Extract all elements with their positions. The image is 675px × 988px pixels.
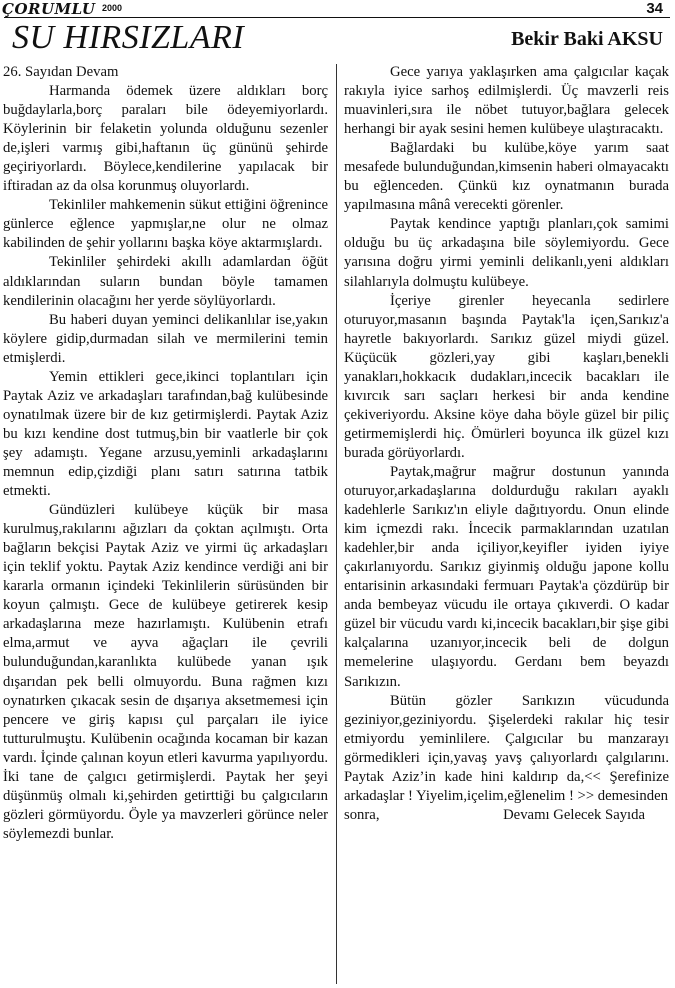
right-column	[344, 63, 669, 825]
article-author: Bekir Baki AKSU	[511, 28, 663, 50]
continued-next-issue: Devamı Gelecek Sayıda	[503, 806, 645, 823]
magazine-logo: ÇORUMLU	[2, 0, 96, 18]
paragraph: Tekinliler mahkemenin sükut ettiğini öğrenince günlerce eğlence yapmışlar,ne olur ne olmaz kabilinden de şehir yollarını başka köye aktarmışlardı.	[3, 197, 328, 252]
page-number: 34	[646, 0, 663, 17]
paragraph: Bağlardaki bu kulübe,köye yarım saat mesafede bulunduğundan,kimsenin haberi olmayacaktı bu eğlenceden. Çünkü kız oynatmanın burada yapılmasına mânâ verecekti görenler.	[344, 140, 669, 214]
paragraph: Gece yarıya yaklaşırken ama çalgıcılar kaçak rakıyla iyice sarhoş edilmişlerdi. Üç mavzerli reis muavinleri,sıra ile nöbet tutuyor,bağlara gelecek herhangi bir ayak sesini hemen kulübeye ulaştıracaktı.	[344, 64, 669, 138]
paragraph: Harmanda ödemek üzere aldıkları borç buğdaylarla,borç paraları bile ödeyemiyorlardı. Köylerinin bir felaketin yolunda olduğunu sezenler de,işleri varmış gibi,haftanın üç gününü şehirde geçiriyorlardı. Böylece,kendilerine yapılacak bir iftiradan az da olsa korunmuş oluyorlardı.	[3, 83, 328, 195]
page-header	[0, 0, 675, 20]
column-divider	[336, 64, 337, 984]
paragraph: Yemin ettikleri gece,ikinci toplantıları için Paytak Aziz ve arkadaşları tarafından,bağ kulübesinde oynatılmak üzere bir de kız getirmişlerdi. Paytak Aziz bu kızı kendine dost tutmuş,bin bir vaatlerle bir çok şey adamıştı. Yegane arzusu,yeminli arkadaşlarını memnun edip,çizdiği planı satırı satırına tatbik etmekti.	[3, 368, 328, 500]
continued-from-note: 26. Sayıdan Devam	[3, 64, 119, 80]
paragraph: Tekinliler şehirdeki akıllı adamlardan öğüt aldıklarından suların bundan böyle tamamen kendilerinin olacağını her yerde söylüyorlardı.	[3, 254, 328, 309]
article-title: SU HIRSIZLARI	[12, 19, 245, 56]
paragraph: İçeriye girenler heyecanla sedirlere oturuyor,masanın başında Paytak'la içen,Sarıkız'a hayretle bakıyorlardı. Sarıkız güzel miydi güzel. Küçücük gözleri,yay gibi kaşları,benekli yanakları,hokkacık dudakları,incecik bacakları ile kıvırcık sarı saçları herkesi bir anda kendine çekiveriyordu. Aksine köye daha böyle güzel bir piliç getirmemişlerdi hiç. Ömürleri boyunca ilk güzel kızı burada görüyorlardı.	[344, 292, 669, 461]
paragraph: Bu haberi duyan yeminci delikanlılar ise,yakın köylere gidip,durmadan silah ve mermilerini temin etmişlerdi.	[3, 311, 328, 366]
paragraph: Gündüzleri kulübeye küçük bir masa kurulmuş,rakılarını ağızları da çoktan açılmıştı. Orta bağların bekçisi Paytak Aziz ve yirmi üç arkadaşları için teklif yoktu. Paytak Aziz kendince verdiği ani bir kararla ormanın içindeki Tekinlilerin sürüsünden bir koyun çalmıştı. Gece de kulübeye getirerek kesip arkadaşlarına meze hazırlamıştı. Kulübenin etrafı elma,armut ve ayva ağaçları ile çevrili bulunduğundan,karanlıkta kulübede yanan ışık dışarıdan pek belli olmuyordu. Buna rağmen kızı oynatırken çıkacak sesin de dışarıya aksetmemesi için pencere ve giriş kapısı çul parçaları ile iyice tutturulmuştu. Kulübenin ocağında kocaman bir kazan vardı. İçinde çalınan koyun etleri kavurma yapılıyordu. İki tane de çalgıcı getirmişlerdi. Paytak her şeyi düşünmüş olmalı ki,şehirden getirttiği bu çalgıcıların gözleri görmüyordu. Öyle ya mavzerleri görünce neler söylemezdi bunlar.	[3, 502, 328, 842]
paragraph: Bütün gözler Sarıkızın vücudunda geziniyor,geziniyordu. Şişelerdeki rakılar hiç tesir etmiyordu yeminlilere. Çalgıcılar bu manzarayı görmedikleri için,yavaş yavş çalıyorlardı çalgılarını. Paytak Aziz’in kade hini kaldırıp da,<< Şerefinize arkadaşlar ! Yiyelim,içelim,eğlenelim ! >> demesinden	[344, 692, 669, 804]
paragraph: Paytak kendince yaptığı planları,çok samimi olduğu bu üç arkadaşına bile söylemiyordu. Gece yarısına doğru yirmi yeminli delikanlı,yeni aldıkları silahlarıyla dolmuştu kulübeye.	[344, 216, 669, 290]
closing-line	[344, 806, 669, 825]
closing-word: sonra,	[344, 806, 380, 823]
paragraph: Paytak,mağrur mağrur dostunun yanında oturuyor,arkadaşlarına doldurduğu rakıları ayaklı kadehlerle Sarıkız'ın eliyle dağıtıyordu. Onun elinde kim içmezdi rakı. İncecik parmaklarından uzatılan kadehler,bir anda içiliyor,keyifler iyiden iyiye çakırlanıyordu. Sarıkız giyinmiş olduğu japone kollu entarisinin arkasındaki fermuarı Paytak'a çözdürüp bir anda bembeyaz vücudu ile ortaya çıkıverdi. O kadar güzel bir vücudu vardı ki,incecik bacakları,bir şişe gibi kalçalarına uzanıyor,incecik beli de dolgun memelerine ulaşıyordu. Gerdanı bem beyazdı Sarıkızın.	[344, 463, 669, 690]
left-column	[3, 63, 328, 844]
issue-year: 2000	[102, 3, 123, 13]
